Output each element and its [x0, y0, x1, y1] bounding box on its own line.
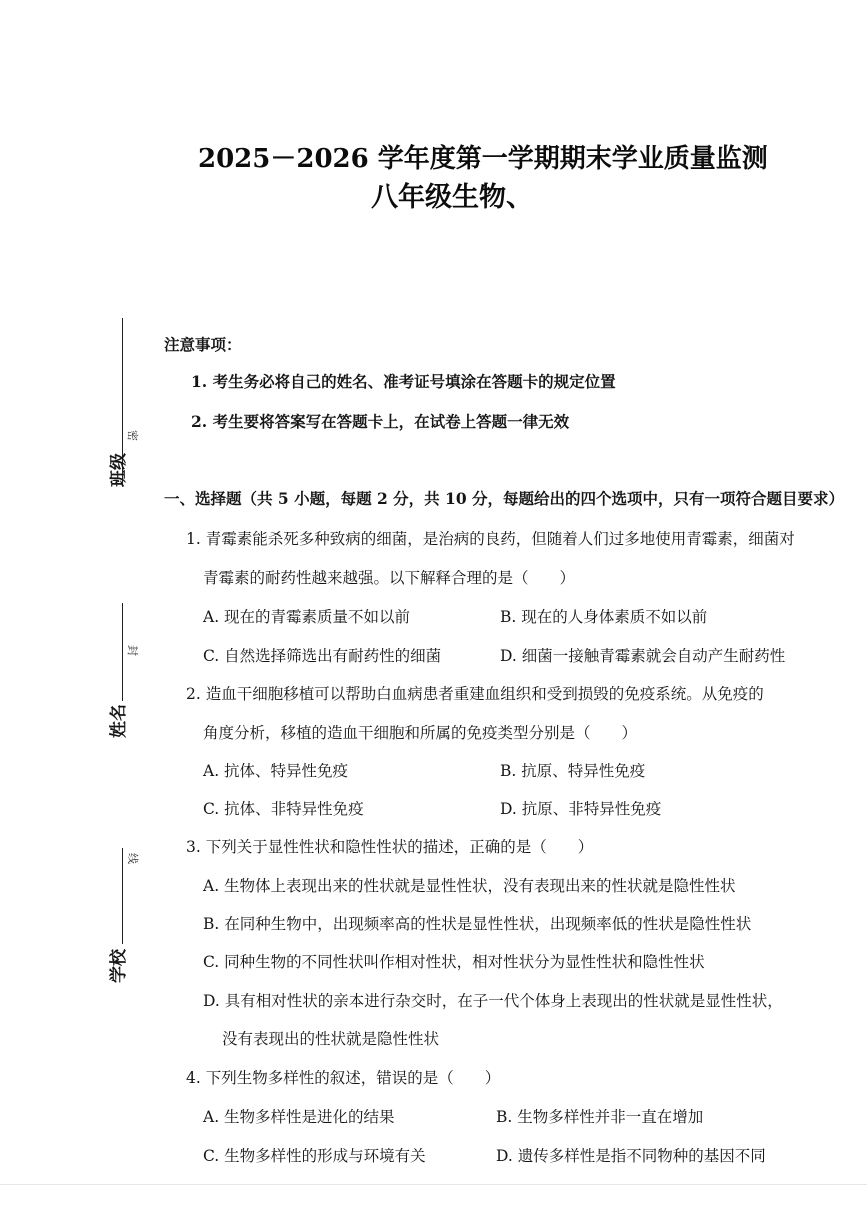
notice-item-1: 1. 考生务必将自己的姓名、准考证号填涂在答题卡的规定位置	[191, 372, 616, 391]
q4-stem: 4. 下列生物多样性的叙述，错误的是（ ）	[186, 1069, 501, 1087]
section-heading: 一、选择题（共 5 小题，每题 2 分，共 10 分，每题给出的四个选项中，只有一项符合题目要求）	[164, 489, 845, 508]
name-label: 姓名	[109, 704, 129, 738]
q4-option-b: B. 生物多样性并非一直在增加	[496, 1108, 704, 1126]
q2-option-d: D. 抗原、非特异性免疫	[500, 800, 662, 818]
q2-stem-line-1: 2. 造血干细胞移植可以帮助白血病患者重建血组织和受到损毁的免疫系统。从免疫的	[186, 685, 764, 703]
q3-option-d-line-1: D. 具有相对性状的亲本进行杂交时，在子一代个体身上表现出的性状就是显性性状，	[203, 992, 783, 1010]
q3-option-c: C. 同种生物的不同性状叫作相对性状，相对性状分为显性性状和隐性性状	[203, 953, 705, 971]
class-label: 班级	[109, 453, 129, 487]
seal-mark-1: 密	[126, 430, 139, 441]
q1-option-a: A. 现在的青霉素质量不如以前	[203, 608, 411, 626]
seal-mark-2: 封	[126, 645, 139, 656]
q1-stem-line-2: 青霉素的耐药性越来越强。以下解释合理的是（ ）	[203, 569, 576, 587]
q1-option-b: B. 现在的人身体素质不如以前	[500, 608, 708, 626]
notice-item-2: 2. 考生要将答案写在答题卡上，在试卷上答题一律无效	[191, 412, 570, 431]
q1-option-c: C. 自然选择筛选出有耐药性的细菌	[203, 647, 442, 665]
q4-option-d: D. 遗传多样性是指不同物种的基因不同	[496, 1147, 766, 1165]
notice-heading: 注意事项：	[164, 335, 242, 354]
school-label: 学校	[109, 949, 129, 983]
page-bottom-divider	[0, 1184, 867, 1185]
q4-option-c: C. 生物多样性的形成与环境有关	[203, 1147, 426, 1165]
exam-subtitle: 八年级生物、	[371, 182, 533, 213]
q2-option-a: A. 抗体、特异性免疫	[203, 762, 349, 780]
q1-option-d: D. 细菌一接触青霉素就会自动产生耐药性	[500, 647, 786, 665]
q3-option-d-line-2: 没有表现出的性状就是隐性性状	[222, 1030, 440, 1048]
exam-title: 2025－2026 学年度第一学期期末学业质量监测	[198, 144, 768, 174]
seal-mark-3: 线	[126, 853, 139, 864]
q3-option-a: A. 生物体上表现出来的性状就是显性性状，没有表现出来的性状就是隐性性状	[203, 877, 736, 895]
q2-option-c: C. 抗体、非特异性免疫	[203, 800, 364, 818]
binding-rule-name	[122, 603, 123, 701]
binding-rule-school	[122, 848, 123, 944]
q3-stem: 3. 下列关于显性性状和隐性性状的描述，正确的是（ ）	[186, 838, 594, 856]
q4-option-a: A. 生物多样性是进化的结果	[203, 1108, 395, 1126]
q1-stem-line-1: 1. 青霉素能杀死多种致病的细菌，是治病的良药，但随着人们过多地使用青霉素，细菌对	[186, 530, 795, 548]
q2-stem-line-2: 角度分析，移植的造血干细胞和所属的免疫类型分别是（ ）	[203, 724, 638, 742]
q3-option-b: B. 在同种生物中，出现频率高的性状是显性性状，出现频率低的性状是隐性性状	[203, 915, 752, 933]
q2-option-b: B. 抗原、特异性免疫	[500, 762, 646, 780]
